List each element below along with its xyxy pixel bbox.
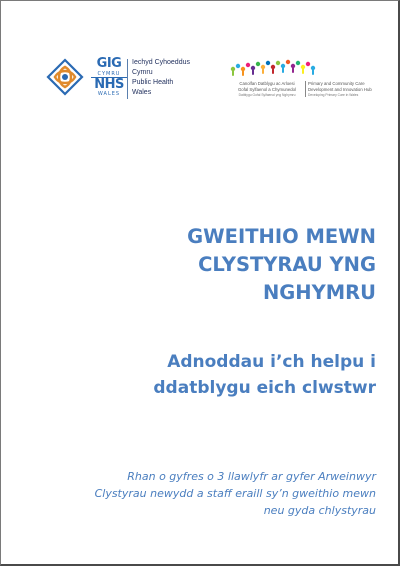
hub-left-line-2: Gofal Sylfaenol a Chymunedol [237,86,297,92]
wales-text: WALES [97,91,121,97]
title-line-2: CLYSTYRAU YNG [198,253,376,276]
logo-divider [127,59,128,99]
subtitle-line-1: Adnoddau i’ch helpu i [167,352,376,372]
document-subtitle [56,349,376,401]
description-line-3: neu gyda chlystyrau [263,504,376,517]
hub-right-line-2: Development and Innovation Hub [308,86,372,92]
phw-line-2: Cymru [132,69,153,76]
cymru-text: CYMRU [91,71,127,78]
description-line-1: Rhan o gyfres o 3 llawlyfr ar gyfer Arweinwyr [127,470,376,483]
nhs-text: NHS [94,77,124,92]
nhs-wales-wordmark [89,57,129,97]
hub-welsh-text [231,81,303,99]
hub-right-small: Developing Primary Care in Wales [308,93,359,97]
title-line-1: GWEITHIO MEWN [187,225,376,248]
hub-colourful-people-icon [227,57,319,77]
document-description [16,468,376,519]
phw-line-3: Public Health [132,79,174,86]
phw-line-1: Iechyd Cyhoeddus [132,59,190,66]
phw-line-4: Wales [132,89,152,96]
hub-left-small: Datblygu Gofal Sylfaenol yng Nghymru [238,93,296,97]
hub-left-line-1: Canolfan Datblygu ac Arloesi [239,81,295,86]
hub-divider [305,81,306,97]
nhs-wales-emblem-icon [45,57,85,97]
public-health-wales-text [132,58,190,98]
hub-english-text [308,81,378,99]
description-line-2: Clystyrau newydd a staff eraill sy’n gweithio mewn [94,487,376,500]
hub-right-line-1: Primary and Community Care [308,81,365,86]
title-line-3: NGHYMRU [262,281,376,304]
document-title [56,223,376,307]
subtitle-line-2: ddatblygu eich clwstwr [153,378,376,398]
gig-text: GIG [96,56,122,71]
